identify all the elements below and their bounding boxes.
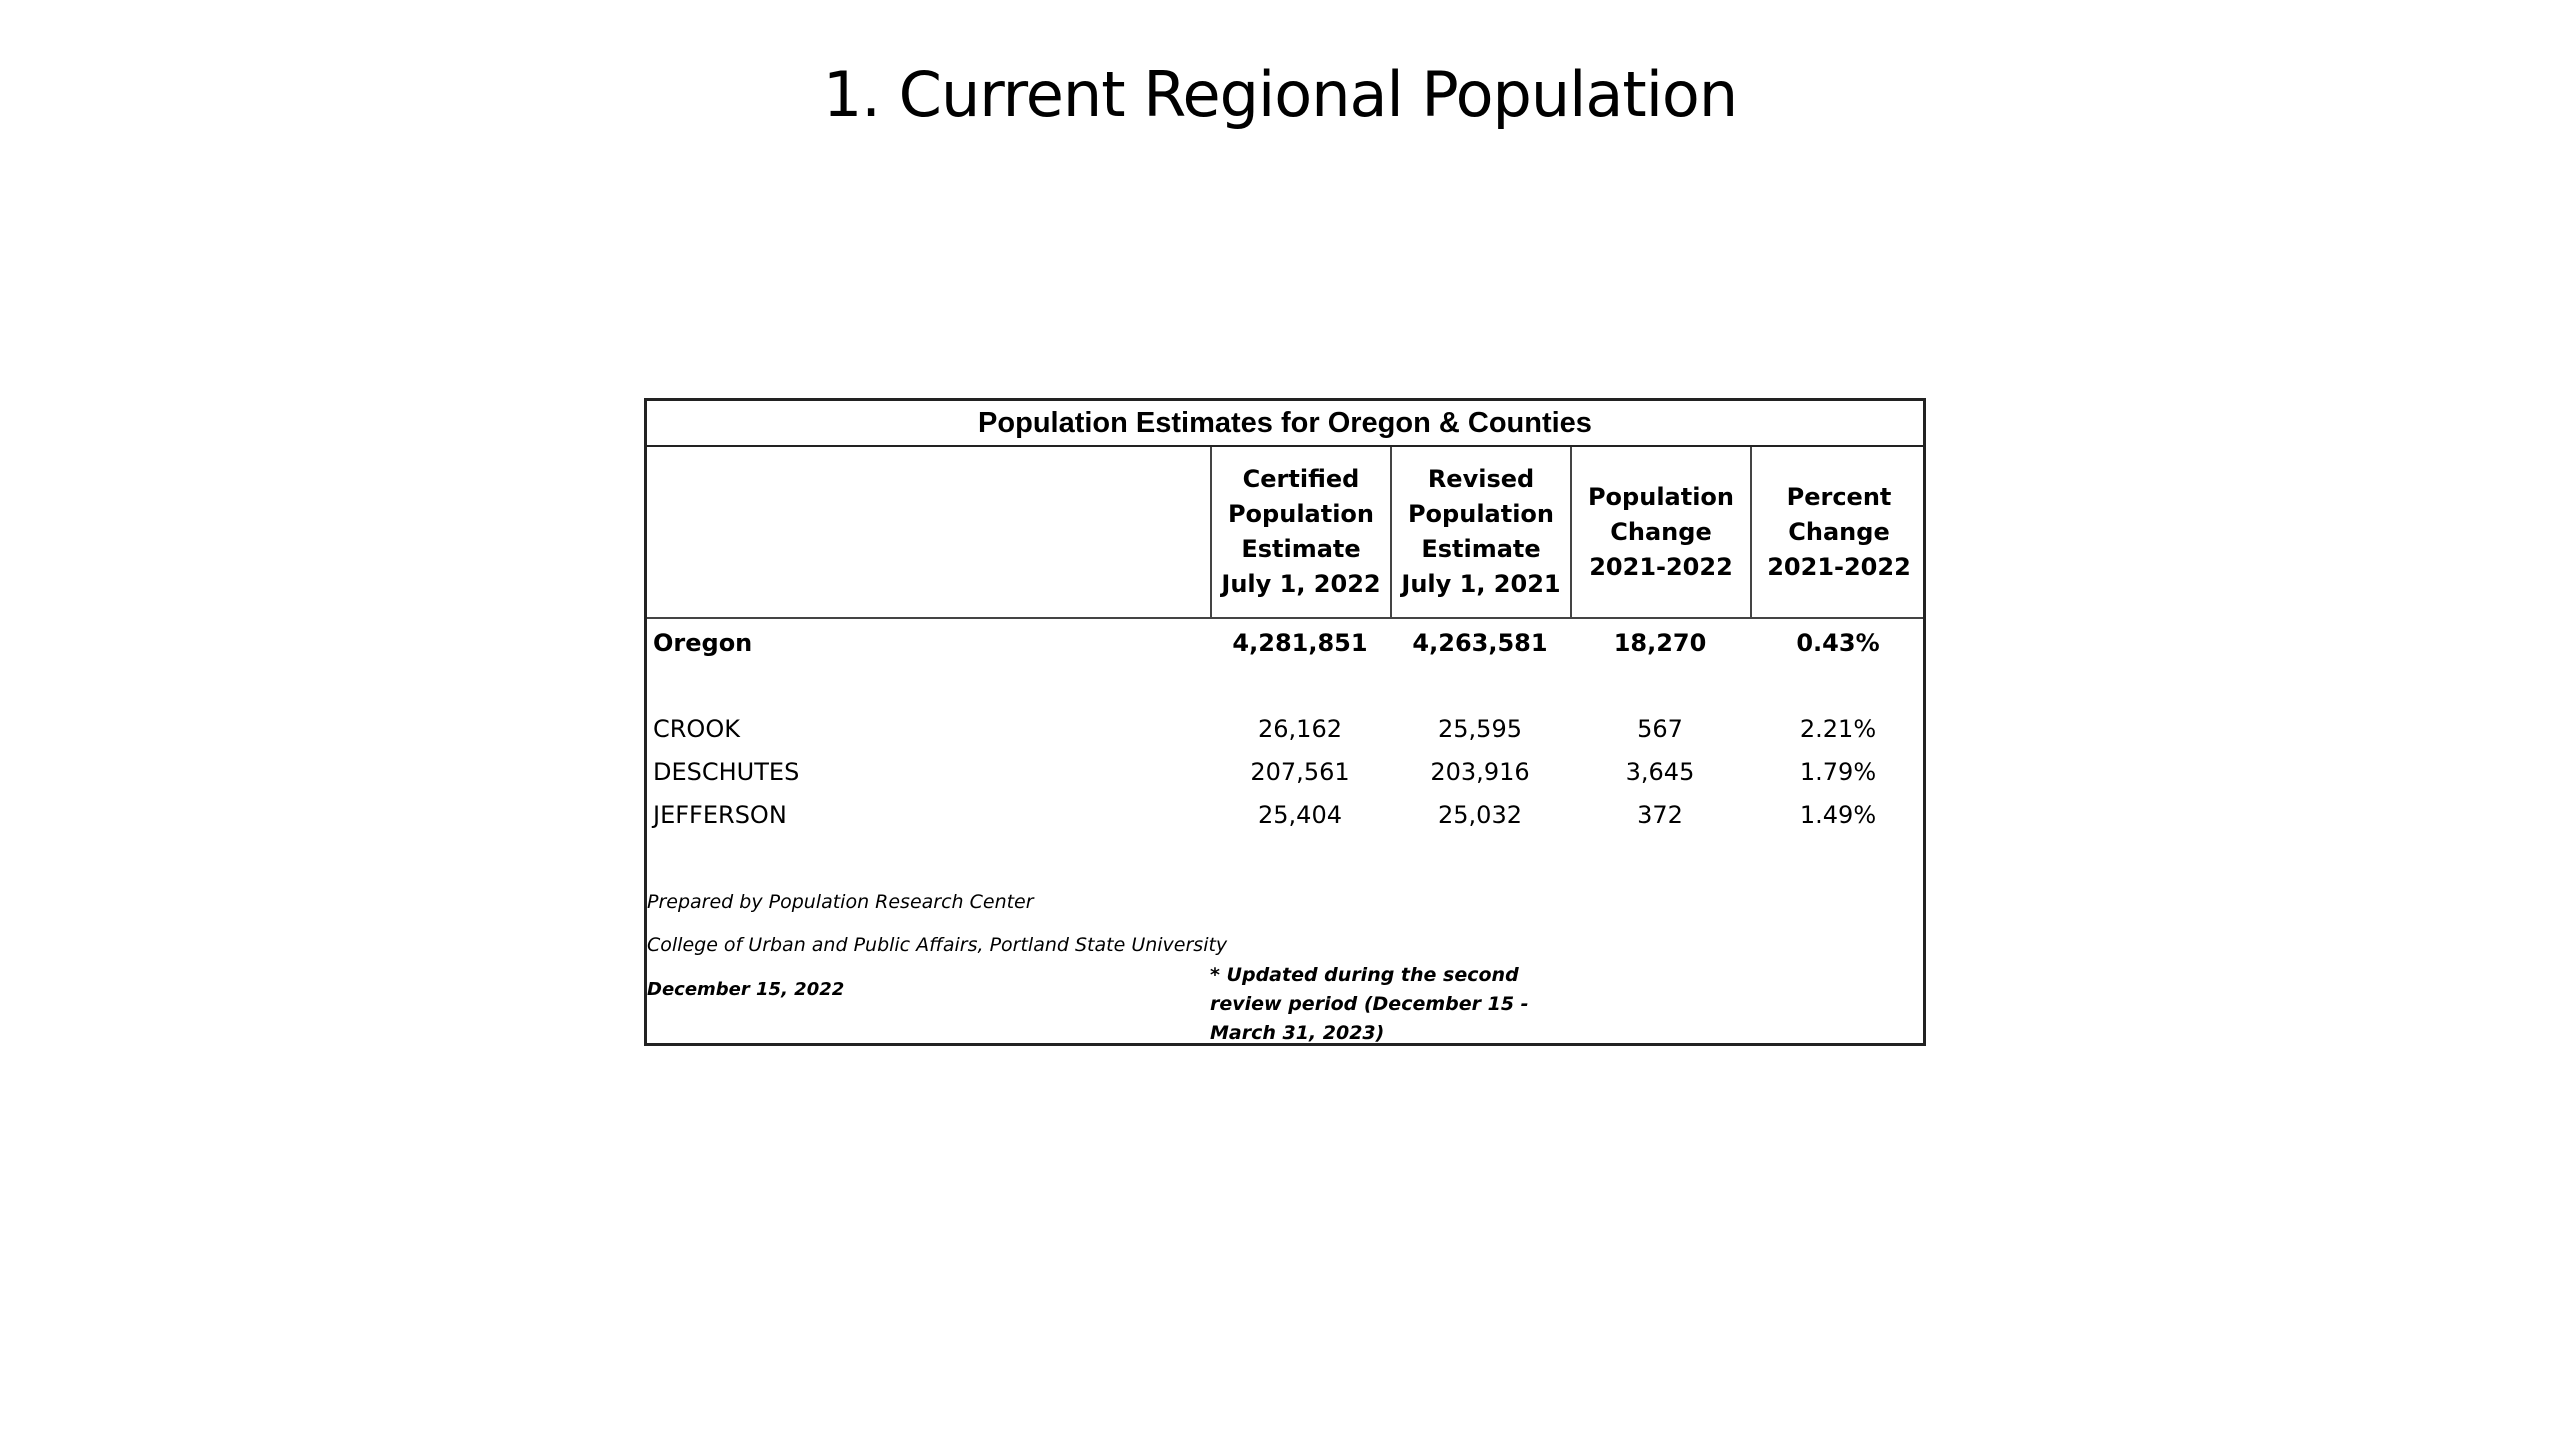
column-header-percent-change: Percent Change 2021-2022	[1750, 447, 1926, 617]
table-row-oregon	[647, 623, 1923, 663]
table-row	[647, 795, 1923, 835]
table-caption: Population Estimates for Oregon & Counties	[647, 401, 1923, 447]
row-name: Oregon	[653, 629, 753, 657]
note-date: December 15, 2022	[647, 979, 845, 1000]
table-row	[647, 709, 1923, 749]
cell-percent-change: 2.21%	[1799, 715, 1877, 743]
note-institution: College of Urban and Public Affairs, Portland State University	[647, 934, 1228, 956]
row-name: DESCHUTES	[653, 758, 800, 786]
row-name: JEFFERSON	[653, 801, 787, 829]
cell-revised-2021: 203,916	[1430, 758, 1530, 786]
cell-percent-change: 1.79%	[1799, 758, 1877, 786]
table-header-row	[647, 447, 1923, 619]
population-table	[644, 398, 1926, 1046]
cell-revised-2021: 4,263,581	[1412, 629, 1548, 657]
column-header-certified-2022: Certified Population Estimate July 1, 2022	[1210, 447, 1390, 617]
cell-revised-2021: 25,032	[1438, 801, 1522, 829]
cell-population-change: 567	[1637, 715, 1683, 743]
note-prepared-by: Prepared by Population Research Center	[647, 891, 1034, 913]
table-row	[647, 752, 1923, 792]
cell-percent-change: 1.49%	[1799, 801, 1877, 829]
footnote-updated: * Updated during the second review period (December 15 -March 31, 2023)	[1210, 964, 1529, 1044]
cell-population-change: 3,645	[1625, 758, 1695, 786]
cell-certified-2022: 207,561	[1250, 758, 1350, 786]
slide-title: 1. Current Regional Population	[822, 58, 1738, 131]
column-header-population-change: Population Change 2021-2022	[1570, 447, 1750, 617]
column-header-revised-2021: Revised Population Estimate July 1, 2021	[1390, 447, 1570, 617]
cell-population-change: 372	[1637, 801, 1683, 829]
cell-percent-change: 0.43%	[1796, 629, 1880, 657]
cell-revised-2021: 25,595	[1438, 715, 1522, 743]
cell-population-change: 18,270	[1613, 629, 1707, 657]
cell-certified-2022: 25,404	[1258, 801, 1342, 829]
row-name: CROOK	[653, 715, 740, 743]
cell-certified-2022: 4,281,851	[1232, 629, 1368, 657]
cell-certified-2022: 26,162	[1258, 715, 1342, 743]
